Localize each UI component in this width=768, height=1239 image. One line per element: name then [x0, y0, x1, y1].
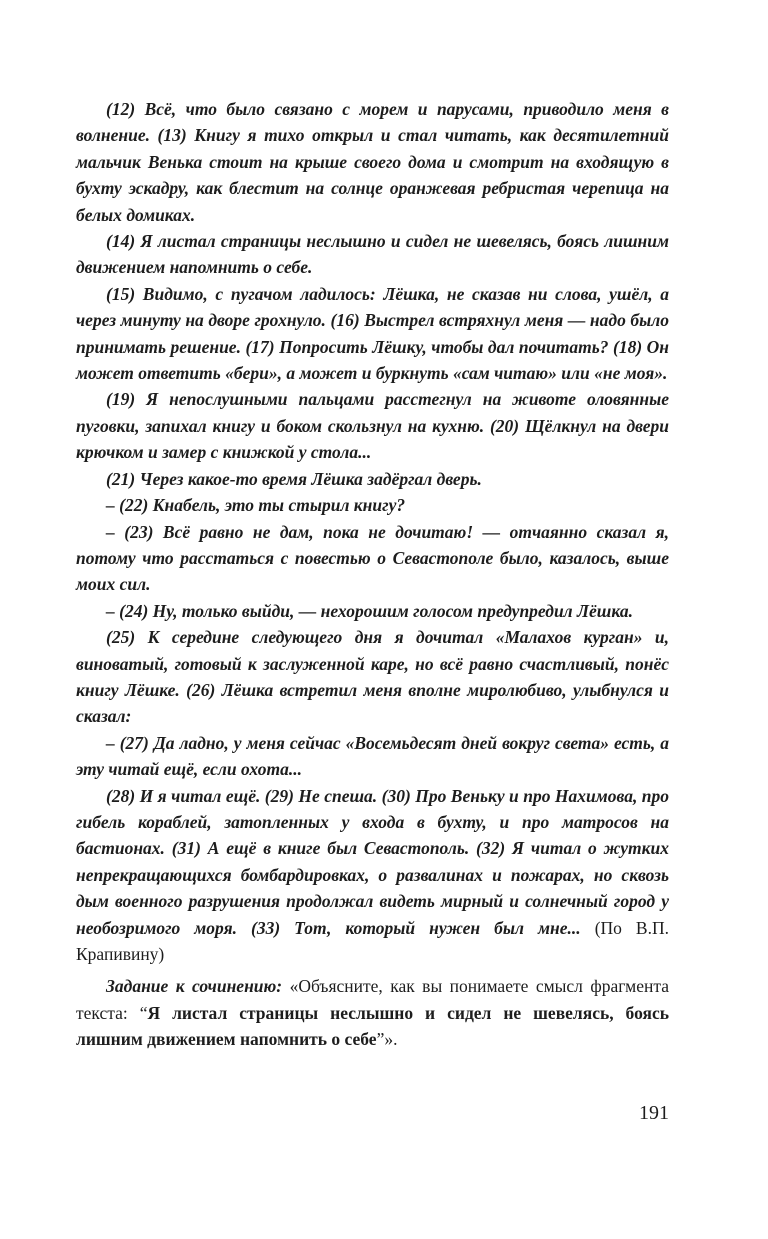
attribution: (По В.П. Крапивину) — [76, 917, 669, 964]
paragraph-14: (14) Я листал страницы неслышно и сидел не шевелясь, боясь лишним движением напомнить о себе. — [76, 231, 669, 278]
paragraph-19-20: (19) Я непослушными пальцами расстегнул на животе оловянные пуговки, запихал книгу и боком скользнул на кухню. (20) Щёлкнул на двери крючком и замер с книжкой у стола... — [76, 389, 669, 463]
essay-task — [76, 973, 669, 1052]
task-outro: ”». — [376, 1029, 398, 1050]
paragraph-21: (21) Через какое-то время Лёшка задёргал дверь. — [106, 468, 482, 489]
paragraph-28-33 — [76, 783, 669, 968]
paragraph-27: – (27) Да ладно, у меня сейчас «Восемьдесят дней вокруг света» есть, а эту читай ещё, если охота... — [76, 732, 669, 780]
paragraph-23: – (23) Всё равно не дам, пока не дочитаю! — отчаянно сказал я, потому что расстаться с повестью о Севастополе было, казалось, выше моих сил. — [76, 521, 669, 595]
paragraph-15-18: (15) Видимо, с пугачом ладилось: Лёшка, не сказав ни слова, ушёл, а через минуту на дворе грохнуло. (16) Выстрел встряхнул меня — надо было принимать решение. (17) Попросить Лёшку, чтобы дал почитать? (18) Он может ответить «бери», а может и буркнуть «сам читаю» или «не моя». — [76, 283, 669, 384]
task-label: Задание к сочинению: — [106, 976, 283, 997]
document-page — [76, 96, 669, 1053]
paragraph-12-13: (12) Всё, что было связано с морем и парусами, приводило меня в волнение. (13) Книгу я тихо открыл и стал читать, как десятилетний мальчик Венька стоит на крыше своего дома и смотрит на входящую в бухту эскадру, как блестит на солнце оранжевая ребристая черепица на белых домиках. — [76, 99, 669, 225]
task-intro: «Объясните, как вы понимаете смысл фрагмента текста: “ — [76, 976, 669, 1023]
task-quote: Я листал страницы неслышно и сидел не шевелясь, боясь лишним движением напомнить о себе — [76, 1002, 669, 1050]
paragraph-28-33-text: (28) И я читал ещё. (29) Не спеша. (30) Про Веньку и про Нахимова, про гибель кораблей, затопленных у входа в бухту, и про матросов на бастионах. (31) А ещё в книге был Севастополь. (32) Я читал о жутких непрекращающихся бомбардировках, о развалинах и пожарах, но сквозь дым военного разрушения продолжал видеть мирный и солнечный город у необозримого моря. (33) Тот, который нужен был мне... — [76, 785, 669, 938]
paragraph-22: – (22) Кнабель, это ты стырил книгу? — [106, 495, 406, 516]
page-number: 191 — [639, 1102, 669, 1124]
paragraph-25-26: (25) К середине следующего дня я дочитал «Малахов курган» и, виноватый, готовый к заслуженной каре, но всё равно счастливый, понёс книгу Лёшке. (26) Лёшка встретил меня вполне миролюбиво, улыбнулся и сказал: — [76, 627, 669, 727]
paragraph-24: – (24) Ну, только выйди, — нехорошим голосом предупредил Лёшка. — [106, 600, 633, 621]
